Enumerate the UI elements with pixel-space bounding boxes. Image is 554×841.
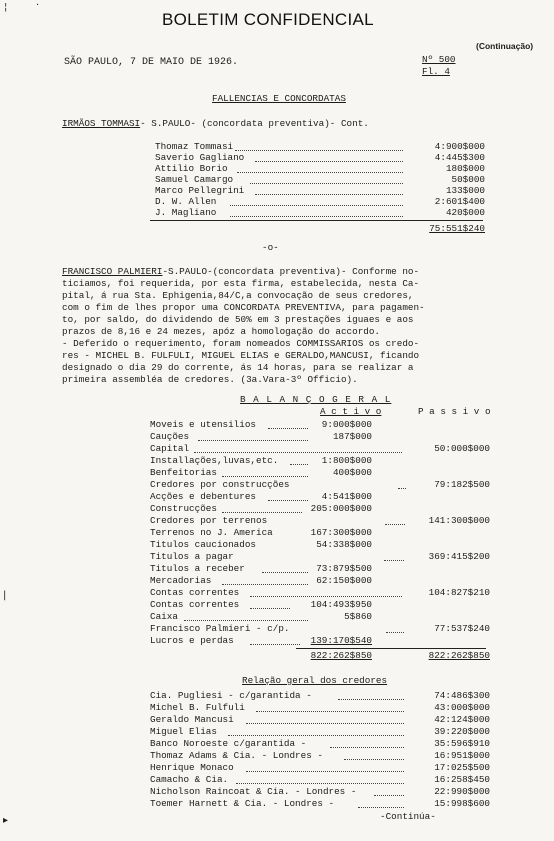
margin-mark: ¦ <box>4 2 8 13</box>
list-item: Saverio Gagliano <box>155 152 245 163</box>
list-amount: 2:601$400 <box>434 196 485 207</box>
balance-label: Credores por construcções <box>150 479 290 490</box>
list-amount: 180$000 <box>445 163 485 174</box>
section-title: FALLENCIAS E CONCORDATAS <box>212 93 346 104</box>
passivo-value: 141:300$000 <box>428 515 490 526</box>
leader-dots <box>256 711 404 712</box>
case1-heading-rest: - S.PAULO- (concordata preventiva)- Cont. <box>140 118 369 129</box>
bulletin-title: BOLETIM CONFIDENCIAL <box>162 10 374 29</box>
passivo-value: 369:415$200 <box>428 551 490 562</box>
activo-value: 5$860 <box>344 611 372 622</box>
leader-dots <box>228 735 404 736</box>
balance-label: Lucros e perdas <box>150 635 234 646</box>
balance-label: Acções e debentures <box>150 491 257 502</box>
list-amount: 35:596$910 <box>434 738 490 749</box>
total-passivo: 822:262$850 <box>428 650 490 661</box>
passivo-value: 77:537$240 <box>434 623 490 634</box>
total-rule <box>150 220 483 221</box>
list-item: Cia. Pugliesi - c/garantida - <box>150 690 312 701</box>
leader-dots <box>338 699 404 700</box>
leader-dots <box>385 524 405 525</box>
balance-label: Construcções <box>150 503 217 514</box>
activo-value: 4:541$000 <box>321 491 372 502</box>
margin-mark: | <box>3 590 7 601</box>
list-amount: 74:486$300 <box>434 690 490 701</box>
list-item: J. Magliano <box>155 207 217 218</box>
passivo-value: 50:000$000 <box>434 443 490 454</box>
list-amount: 43:000$000 <box>434 702 490 713</box>
list-amount: 42:124$000 <box>434 714 490 725</box>
sheet-number: Fl. 4 <box>422 66 450 77</box>
list-amount: 39:220$000 <box>434 726 490 737</box>
leader-dots <box>255 194 403 195</box>
list-amount: 16:258$450 <box>434 774 490 785</box>
leader-dots <box>235 150 403 151</box>
leader-dots <box>358 807 404 808</box>
leader-dots <box>255 161 403 162</box>
continues-label: -Continúa- <box>380 811 436 822</box>
list-amount: 22:990$000 <box>434 786 490 797</box>
list-item: Henrique Monaco <box>150 762 234 773</box>
leader-dots <box>250 596 402 597</box>
balance-label: Credores por terrenos <box>150 515 268 526</box>
balance-label: Benfeitorias <box>150 467 217 478</box>
leader-dots <box>246 723 404 724</box>
list-amount: 133$000 <box>445 185 485 196</box>
activo-value: 139:170$540 <box>310 635 372 646</box>
creditors-title: Relação geral dos credores <box>242 675 388 686</box>
list-item: Michel B. Fulfuli <box>150 702 245 713</box>
balance-label: Mercadorias <box>150 575 212 586</box>
leader-dots <box>222 512 302 513</box>
passivo-value: 79:182$500 <box>434 479 490 490</box>
case1-total: 75:551$240 <box>429 223 485 234</box>
activo-value: 9:000$000 <box>321 419 372 430</box>
list-item: Banco Noroeste c/garantida - <box>150 738 307 749</box>
case1-heading <box>62 118 369 130</box>
activo-value: 73:879$500 <box>316 563 372 574</box>
case2-name: FRANCISCO PALMIERI <box>62 266 163 277</box>
activo-value: 205:000$000 <box>310 503 372 514</box>
balance-label: Contas correntes <box>150 587 240 598</box>
leader-dots <box>230 216 403 217</box>
activo-value: 62:150$000 <box>316 575 372 586</box>
list-item: Geraldo Mancusi <box>150 714 234 725</box>
balance-label: Titulos a receber <box>150 563 245 574</box>
list-amount: 50$000 <box>451 174 485 185</box>
activo-value: 104:493$950 <box>310 599 372 610</box>
leader-dots <box>198 440 308 441</box>
leader-dots <box>246 771 404 772</box>
balance-label: Contas correntes <box>150 599 240 610</box>
activo-value: 187$000 <box>332 431 372 442</box>
list-amount: 17:025$500 <box>434 762 490 773</box>
leader-dots <box>194 452 402 453</box>
list-item: Toemer Harnett & Cia. - Londres - <box>150 798 335 809</box>
balance-label: Francisco Palmieri - c/p. <box>150 623 290 634</box>
list-item: D. W. Allen <box>155 196 217 207</box>
bulletin-number: Nº 500 <box>422 54 456 65</box>
passivo-value: 104:827$210 <box>428 587 490 598</box>
list-item: Miguel Elias <box>150 726 217 737</box>
activo-value: 400$000 <box>332 467 372 478</box>
leader-dots <box>184 620 308 621</box>
balance-label: Cauções <box>150 431 190 442</box>
leader-dots <box>374 795 404 796</box>
activo-value: 54:338$000 <box>316 539 372 550</box>
passivo-header: P a s s i v o <box>418 406 491 417</box>
balance-title: B A L A N Ç O G E R A L <box>240 394 392 405</box>
list-item: Samuel Camargo <box>155 174 234 185</box>
list-amount: 15:998$600 <box>434 798 490 809</box>
leader-dots <box>250 183 403 184</box>
continuation-label: (Continuação) <box>476 41 534 51</box>
leader-dots <box>222 476 308 477</box>
balance-label: Capital <box>150 443 190 454</box>
leader-dots <box>384 560 404 561</box>
list-item: Nicholson Raincoat & Cia. - Londres - <box>150 786 357 797</box>
leader-dots <box>250 644 300 645</box>
margin-mark: · <box>36 0 40 11</box>
activo-value: 167:300$000 <box>310 527 372 538</box>
balance-label: Titulos caucionados <box>150 539 257 550</box>
balance-label: Moveis e utensilios <box>150 419 257 430</box>
leader-dots <box>222 584 308 585</box>
leader-dots <box>330 747 404 748</box>
total-rule <box>296 648 486 649</box>
leader-dots <box>237 172 403 173</box>
activo-value: 1:800$000 <box>321 455 372 466</box>
list-amount: 16:951$000 <box>434 750 490 761</box>
list-amount: 4:900$000 <box>434 141 485 152</box>
section-separator: -o- <box>262 242 279 253</box>
list-item: Thomaz Tommasi <box>155 141 234 152</box>
leader-dots <box>344 759 404 760</box>
list-item: Camacho & Cia. <box>150 774 229 785</box>
list-amount: 4:445$300 <box>434 152 485 163</box>
leader-dots <box>386 632 404 633</box>
list-item: Marco Pellegrini <box>155 185 245 196</box>
leader-dots <box>250 608 290 609</box>
leader-dots <box>236 783 404 784</box>
activo-header: A c t i v o <box>320 406 382 417</box>
balance-label: Terrenos no J. America <box>150 527 273 538</box>
total-activo: 822:262$850 <box>310 650 372 661</box>
case2-paragraph: FRANCISCO PALMIERI-S.PAULO-(concordata preventiva)- Conforme no- ticiamos, foi requerida, por esta firma, estabelecida, nesta Ca- pital, á rua Sta. Ephigenia,84/C,a convocação de seus credores, com o fim de lhes propor uma CONCORDATA PREVENTIVA, para pagamen- to, por saldo, do dividendo de 50% em 3 prestações iguaes e aos prazos de 8,16 e 24 mezes, apóz a homologação do accordo. - Deferido o requerimento, foram nomeados COMMISSARIOS os credo- res - MICHEL B. FULFULI, MIGUEL ELIAS e GERALDO,MANCUSI, ficando designado o dia 29 do corrente, ás 14 horas, para se realizar a primeira assembléa de credores. (3a.Vara-3º Officio). <box>62 266 425 385</box>
case1-name: IRMÃOS TOMMASI <box>62 118 141 129</box>
margin-mark: ▸ <box>3 815 9 826</box>
list-amount: 420$000 <box>445 207 485 218</box>
balance-label: Caixa <box>150 611 178 622</box>
balance-label: Installações,luvas,etc. <box>150 455 279 466</box>
balance-label: Titulos a pagar <box>150 551 234 562</box>
leader-dots <box>230 205 403 206</box>
list-item: Thomaz Adams & Cia. - Londres - <box>150 750 323 761</box>
list-item: Attilio Borio <box>155 163 228 174</box>
place-date: SÃO PAULO, 7 DE MAIO DE 1926. <box>64 57 239 68</box>
